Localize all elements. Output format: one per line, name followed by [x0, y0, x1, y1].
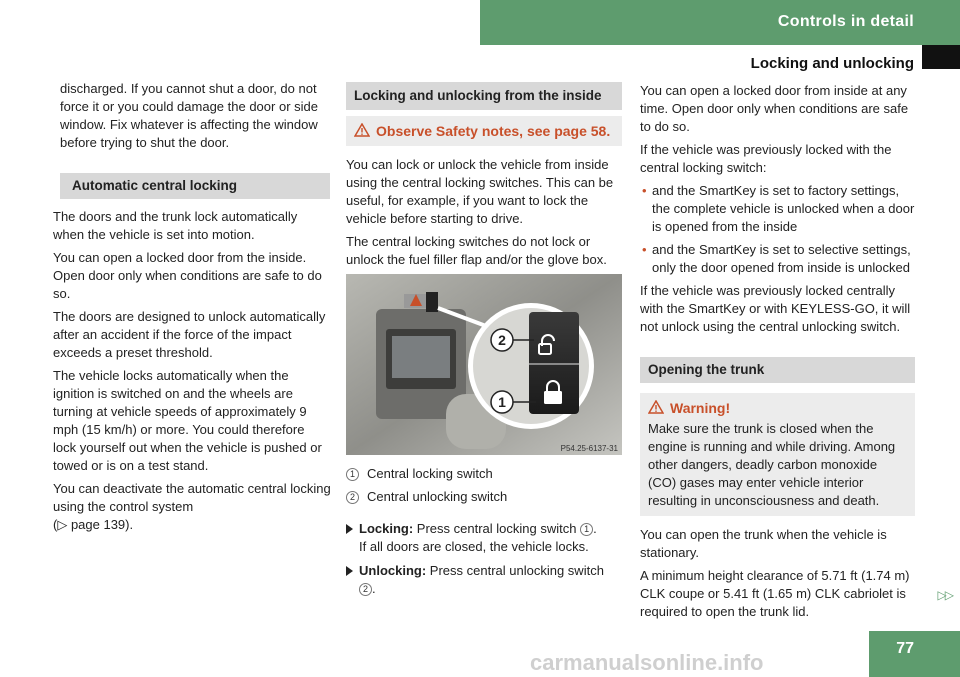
paragraph-text: You can deactivate the automatic central locking using the control system — [53, 481, 331, 514]
bullet-item: • and the SmartKey is set to factory settings, the complete vehicle is unlocked when a door is opened from the inside — [640, 182, 915, 236]
paragraph — [53, 480, 331, 534]
warning-text: Make sure the trunk is closed when the engine is running and while driving. Among other dangers, deadly carbon monoxide (CO) gases may enter vehicle interior resulting in unconsciousness and death. — [648, 421, 896, 508]
continue-arrows-icon: ▷▷ — [937, 588, 952, 602]
safety-note — [354, 122, 614, 140]
paragraph: You can open a locked door from inside at any time. Open door only when conditions are safe to do so. — [640, 83, 909, 134]
subsection-title: Locking and unlocking — [750, 55, 914, 72]
middle-column — [346, 82, 622, 604]
step-arrow-icon — [346, 524, 353, 534]
legend-item — [346, 465, 622, 483]
unlocking-step: Unlocking: Press central unlocking switch 2 . — [346, 562, 622, 598]
step-text: Press central unlocking switch — [429, 563, 604, 578]
warning-title — [648, 399, 907, 417]
page-reference-link[interactable]: (▷ page 139). — [53, 517, 134, 532]
paragraph: The vehicle locks automatically when the ignition is switched on and the wheels are turning at vehicle speeds of approximately 9 mph (15 km/h) or more. You could therefore lock yourself out when the vehicle is pushed or towed or is on a test stand. — [53, 368, 322, 473]
legend-text: Central locking switch — [367, 466, 493, 481]
paragraph: You can lock or unlock the vehicle from inside using the central locking switches. This can be useful, for example, if you want to lock the vehicle before starting to drive. — [346, 157, 614, 226]
paragraph: The doors and the trunk lock automatically when the vehicle is set into motion. — [53, 209, 298, 242]
safety-note-link[interactable]: Observe Safety notes, see page 58. — [376, 123, 611, 139]
paragraph: A minimum height clearance of 5.71 ft (1.74 m) CLK coupe or 5.41 ft (1.65 m) CLK cabriolet is required to open the trunk lid. — [640, 568, 910, 619]
left-column — [60, 80, 330, 209]
section-header-bar — [480, 0, 960, 45]
automatic-central-locking-heading: Automatic central locking — [60, 173, 330, 199]
photo-code: P54.25-6137-31 — [560, 444, 618, 453]
paragraph: The doors are designed to unlock automatically after an accident if the force of the impact exceeds a preset threshold. — [53, 309, 326, 360]
locking-step: Locking: Press central locking switch 1 . If all doors are closed, the vehicle locks. — [346, 520, 622, 556]
watermark: carmanualsonline.info — [530, 650, 764, 675]
section-title: Controls in detail — [777, 13, 914, 30]
step-arrow-icon — [346, 566, 353, 576]
step-text: Press central locking switch — [416, 521, 577, 536]
warning-box — [640, 393, 915, 516]
page-number: 77 — [896, 640, 914, 657]
step-text: If all doors are closed, the vehicle locks. — [359, 539, 589, 554]
left-body — [53, 208, 331, 539]
paragraph: You can open the trunk when the vehicle is stationary. — [640, 527, 887, 560]
callout-number: 1 — [580, 523, 593, 536]
callout-number: 1 — [346, 468, 359, 481]
dashboard-illustration — [346, 274, 622, 455]
paragraph: If the vehicle was previously locked with the central locking switch: — [640, 142, 892, 175]
legend-text: Central unlocking switch — [367, 489, 508, 504]
right-column — [640, 82, 915, 626]
inside-locking-heading: Locking and unlocking from the inside — [346, 82, 622, 110]
opening-trunk-heading: Opening the trunk — [640, 357, 915, 383]
warning-icon — [354, 123, 370, 137]
step-label: Locking: — [359, 521, 414, 536]
callout-1: 1 — [498, 394, 506, 410]
locking-switches-photo — [346, 274, 622, 455]
callout-number: 2 — [359, 583, 372, 596]
paragraph: If the vehicle was previously locked centrally with the SmartKey or with KEYLESS-GO, it will not unlock using the central unlocking switch. — [640, 283, 911, 334]
bullet-item: • and the SmartKey is set to selective settings, only the door opened from inside is unlocked — [640, 241, 915, 277]
callout-2: 2 — [498, 332, 506, 348]
legend-item — [346, 488, 622, 506]
safety-note-box — [346, 116, 622, 146]
page-number-box — [869, 631, 960, 677]
warning-title-text: Warning! — [670, 400, 731, 416]
intro-text: discharged. If you cannot shut a door, do not force it or you could damage the door or side window. Fix whatever is affecting the window before trying to shut the door. — [60, 81, 318, 150]
callout-number: 2 — [346, 491, 359, 504]
warning-icon — [648, 400, 664, 414]
header-marker — [922, 45, 960, 69]
paragraph: You can open a locked door from the inside. Open door only when conditions are safe to do so. — [53, 250, 322, 301]
paragraph: The central locking switches do not lock or unlock the fuel filler flap and/or the glove box. — [346, 234, 607, 267]
step-label: Unlocking: — [359, 563, 427, 578]
